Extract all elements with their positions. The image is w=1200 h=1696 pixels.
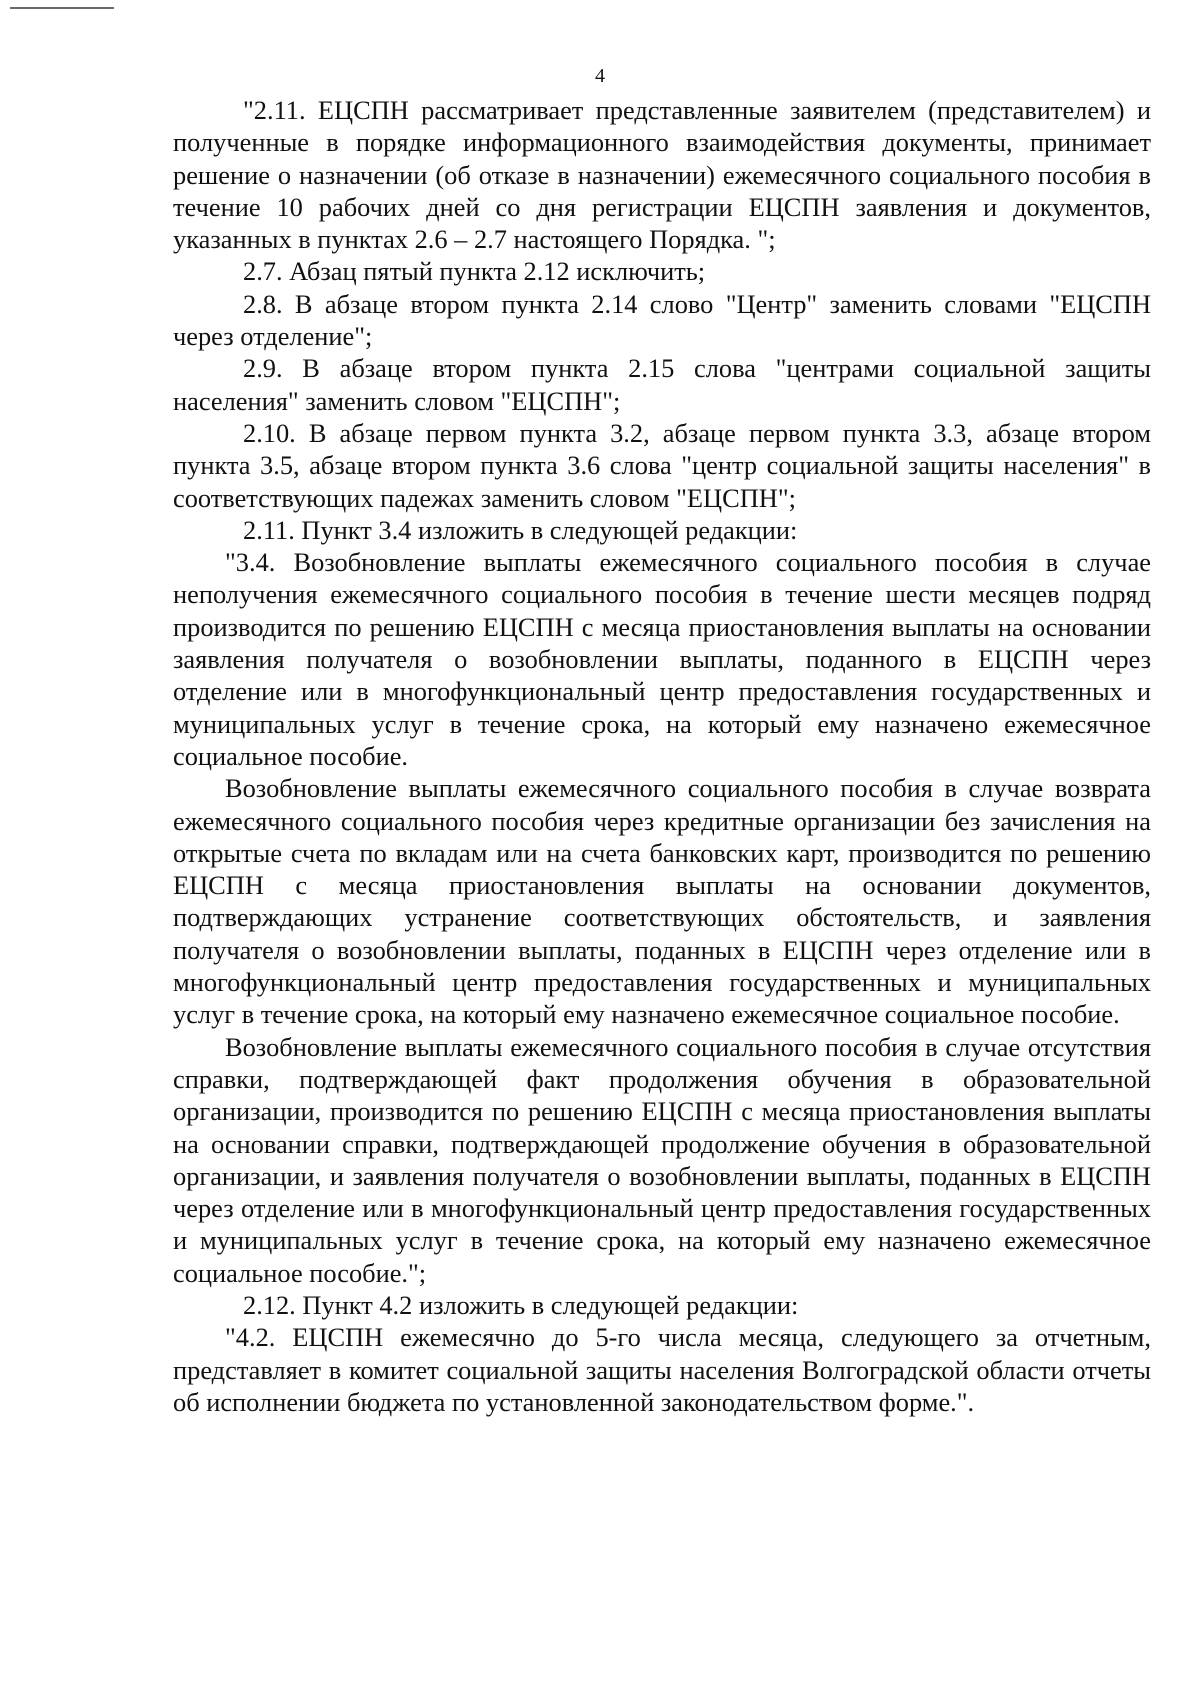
paragraph-3-4-certificate: Возобновление выплаты ежемесячного социального пособия в случае отсутствия справки, подтверждающей факт продолжения обучения в образовательной организации, производится по решению ЕЦСПН с месяца приостановления выплаты на основании справки, подтверждающей продолжение обучения в образовательной организации, и заявления получателя о возобновлении выплаты, поданных в ЕЦСПН через отделение или в многофункциональный центр предоставления государственных и муниципальных услуг в течение срока, на который ему назначено ежемесячное социальное пособие."; — [173, 1031, 1151, 1288]
paragraph-4-2: "4.2. ЕЦСПН ежемесячно до 5-го числа месяца, следующего за отчетным, представляет в комитет социальной защиты населения Волгоградской области отчеты об исполнении бюджета по установленной законодательством форме.". — [173, 1322, 1151, 1417]
paragraph-2-10: 2.10. В абзаце первом пункта 3.2, абзаце первом пункта 3.3, абзаце втором пункта 3.5, абзаце втором пункта 3.6 слова "центр социальной защиты населения" в соответствующих падежах заменить словом "ЕЦСПН"; — [173, 417, 1151, 513]
scan-edge-mark — [10, 7, 114, 9]
paragraph-3-4: "3.4. Возобновление выплаты ежемесячного социального пособия в случае неполучения ежемесячного социального пособия в течение шести месяцев подряд производится по решению ЕЦСПН с месяца приостановления выплаты на основании заявления получателя о возобновлении выплаты, поданного в ЕЦСПН через отделение или в многофункциональный центр предоставления государственных и муниципальных услуг в течение срока, на который ему назначено ежемесячное социальное пособие. — [173, 547, 1151, 771]
paragraph-3-4-return: Возобновление выплаты ежемесячного социального пособия в случае возврата ежемесячного социального пособия через кредитные организации без зачисления на открытые счета по вкладам или на счета банковских карт, производится по решению ЕЦСПН с месяца приостановления выплаты на основании документов, подтверждающих устранение соответствующих обстоятельств, и заявления получателя о возобновлении выплаты, поданных в ЕЦСПН через отделение или в многофункциональный центр предоставления государственных и муниципальных услуг в течение срока, на который ему назначено ежемесячное социальное пособие. — [173, 773, 1151, 1030]
paragraph-2-7: 2.7. Абзац пятый пункта 2.12 исключить; — [243, 256, 706, 287]
paragraph-2-9: 2.9. В абзаце втором пункта 2.15 слова "центрами социальной защиты населения" заменить словом "ЕЦСПН"; — [173, 353, 1151, 416]
paragraph-2-12: 2.12. Пункт 4.2 изложить в следующей редакции: — [243, 1289, 799, 1320]
document-body — [173, 94, 1151, 1418]
page-number: 4 — [595, 65, 605, 87]
paragraph-2-11: 2.11. Пункт 3.4 изложить в следующей редакции: — [243, 514, 798, 545]
paragraph-2-8: 2.8. В абзаце втором пункта 2.14 слово "Центр" заменить словами "ЕЦСПН через отделение"; — [173, 288, 1151, 352]
paragraph-2-11-quote: "2.11. ЕЦСПН рассматривает представленные заявителем (представителем) и полученные в порядке информационного взаимодействия документы, принимает решение о назначении (об отказе в назначении) ежемесячного социального пособия в течение 10 рабочих дней со дня регистрации ЕЦСПН заявления и документов, указанных в пунктах 2.6 – 2.7 настоящего Порядка. "; — [173, 95, 1151, 255]
